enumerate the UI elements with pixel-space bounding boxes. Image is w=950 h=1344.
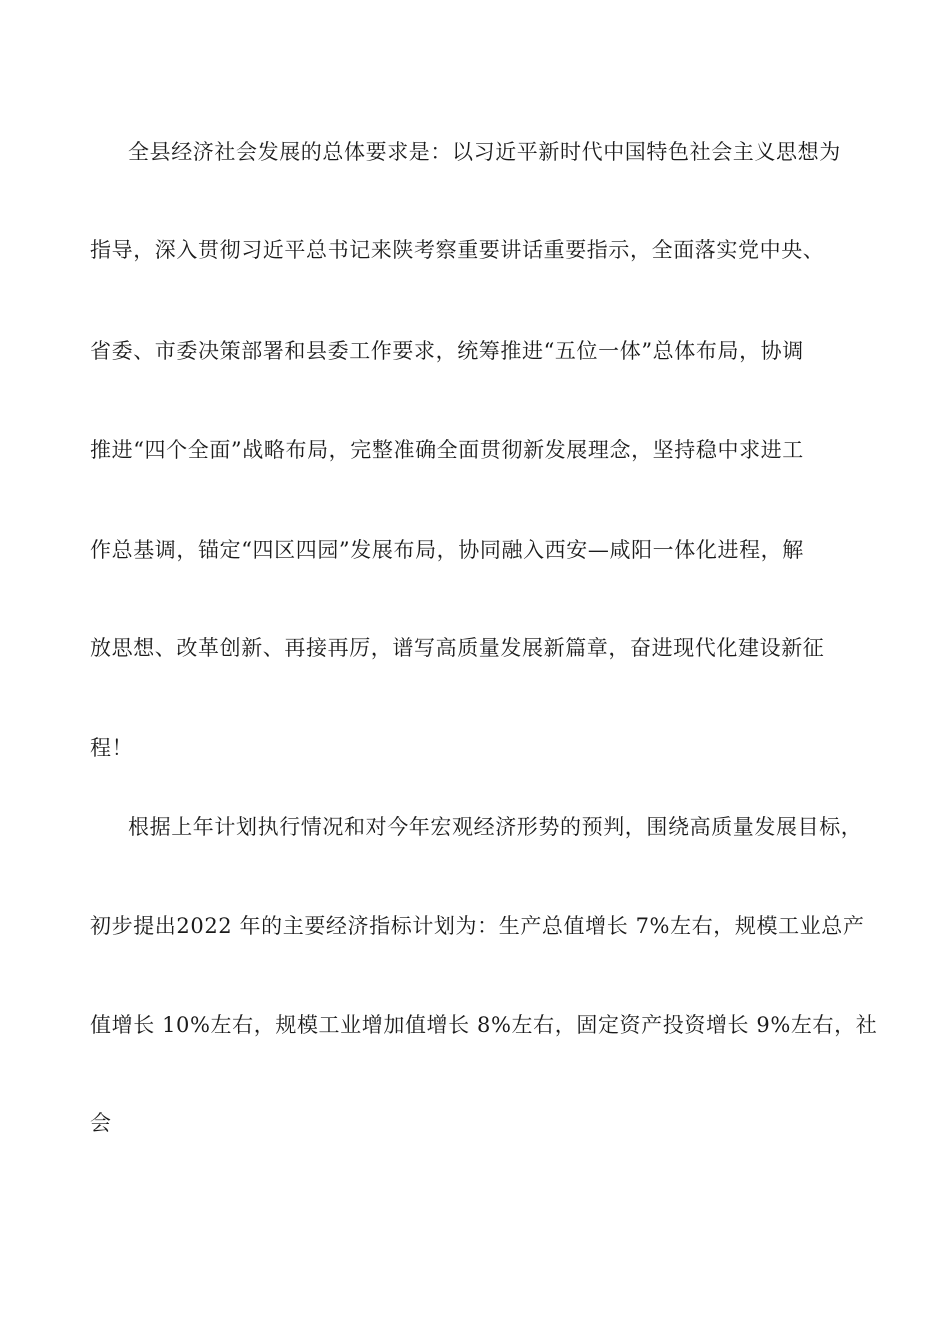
paragraph-1-line-4: 推进“四个全面”战略布局，完整准确全面贯彻新发展理念，坚持稳中求进工 (90, 438, 804, 462)
paragraph-2-line-4: 会 (90, 1111, 112, 1135)
paragraph-2-line-3: 值增长 10%左右，规模工业增加值增长 8%左右，固定资产投资增长 9%左右，社 (90, 1013, 878, 1037)
paragraph-1-line-3: 省委、市委决策部署和县委工作要求，统筹推进“五位一体”总体布局，协调 (90, 339, 804, 363)
paragraph-2-line-2: 初步提出2022 年的主要经济指标计划为：生产总值增长 7%左右，规模工业总产 (90, 914, 865, 938)
paragraph-1-line-2: 指导，深入贯彻习近平总书记来陕考察重要讲话重要指示，全面落实党中央、 (90, 238, 825, 262)
paragraph-1-line-1: 全县经济社会发展的总体要求是：以习近平新时代中国特色社会主义思想为 (128, 140, 841, 164)
paragraph-1-line-7: 程！ (90, 736, 134, 760)
paragraph-1-line-5: 作总基调，锚定“四区四园”发展布局，协同融入西安—咸阳一体化进程，解 (90, 538, 804, 562)
paragraph-2-line-1: 根据上年计划执行情况和对今年宏观经济形势的预判，围绕高质量发展目标， (128, 815, 863, 839)
paragraph-1-line-6: 放思想、改革创新、再接再厉，谱写高质量发展新篇章，奋进现代化建设新征 (90, 636, 825, 660)
